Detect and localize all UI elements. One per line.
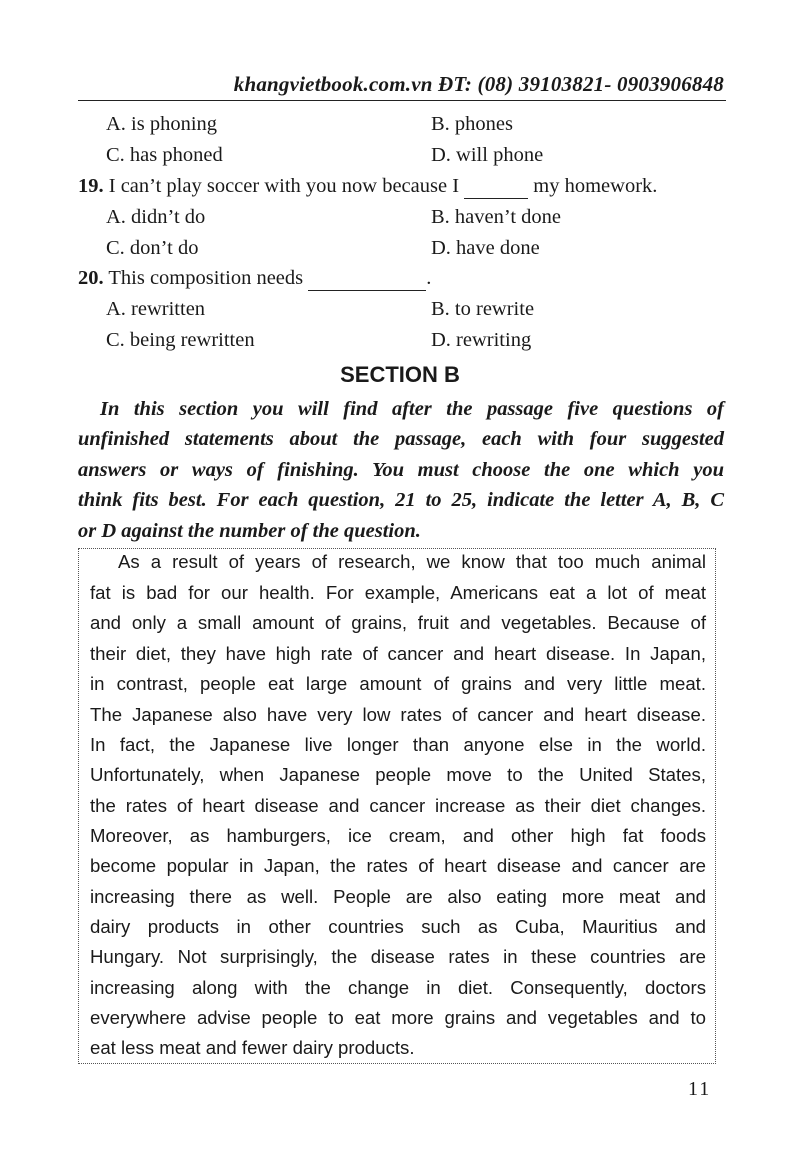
instruction-line: In this section you will find after the passage five questions of bbox=[100, 398, 724, 420]
instruction-line: unfinished statements about the passage, each with four suggested bbox=[78, 428, 724, 450]
passage-line: increasing along with the change in diet. Consequently, doctors bbox=[90, 977, 706, 998]
passage-line: in contrast, people eat large amount of grains and very little meat. bbox=[90, 673, 706, 694]
q20-stem bbox=[78, 267, 431, 291]
passage-line: Moreover, as hamburgers, ice cream, and other high fat foods bbox=[90, 825, 706, 846]
instruction-line: answers or ways of finishing. You must choose the one which you bbox=[78, 459, 724, 481]
q20-option-d: D. rewriting bbox=[431, 329, 532, 351]
header-rule bbox=[78, 100, 726, 101]
q20-option-b: B. to rewrite bbox=[431, 298, 535, 320]
q19-option-a: A. didn’t do bbox=[106, 206, 206, 228]
passage-line: and only a small amount of grains, fruit and vegetables. Because of bbox=[90, 612, 706, 633]
q20-option-c: C. being rewritten bbox=[106, 329, 255, 351]
q18-option-c: C. has phoned bbox=[106, 144, 223, 166]
page-header: khangvietbook.com.vn ĐT: (08) 39103821- 0903906848 bbox=[233, 72, 724, 96]
q19-number: 19. bbox=[78, 175, 104, 197]
passage-line: The Japanese also have very low rates of cancer and heart disease. bbox=[90, 704, 706, 725]
q18-option-b: B. phones bbox=[431, 113, 513, 135]
q20-option-a: A. rewritten bbox=[106, 298, 206, 320]
passage-line: become popular in Japan, the rates of heart disease and cancer are bbox=[90, 855, 706, 876]
q19-blank bbox=[464, 175, 528, 199]
passage-line: Unfortunately, when Japanese people move to the United States, bbox=[90, 764, 706, 785]
q19-stem bbox=[78, 175, 657, 199]
instruction-line: think fits best. For each question, 21 to 25, indicate the letter A, B, C bbox=[78, 489, 724, 511]
passage-line: increasing there as well. People are also eating more meat and bbox=[90, 886, 706, 907]
passage-line: their diet, they have high rate of cancer and heart disease. In Japan, bbox=[90, 643, 706, 664]
q18-option-a: A. is phoning bbox=[106, 113, 218, 135]
q19-option-d: D. have done bbox=[431, 237, 540, 259]
page-number: 11 bbox=[688, 1078, 712, 1100]
passage-line: eat less meat and fewer dairy products. bbox=[90, 1037, 415, 1058]
q20-stem-text: This composition needs bbox=[108, 267, 304, 289]
q19-option-b: B. haven’t done bbox=[431, 206, 561, 228]
passage-line: the rates of heart disease and cancer increase as their diet changes. bbox=[90, 795, 706, 816]
passage-line: Hungary. Not surprisingly, the disease rates in these countries are bbox=[90, 946, 706, 967]
passage-line: everywhere advise people to eat more grains and vegetables and to bbox=[90, 1007, 706, 1028]
passage-line: fat is bad for our health. For example, Americans eat a lot of meat bbox=[90, 582, 706, 603]
q19-stem-text: I can’t play soccer with you now because I bbox=[108, 175, 460, 197]
section-title: SECTION B bbox=[340, 362, 460, 387]
instruction-line: or D against the number of the question. bbox=[78, 520, 421, 542]
q20-number: 20. bbox=[78, 267, 104, 289]
q19-option-c: C. don’t do bbox=[106, 237, 199, 259]
q20-blank bbox=[308, 267, 426, 291]
passage-line: dairy products in other countries such as Cuba, Mauritius and bbox=[90, 916, 706, 937]
passage-line: In fact, the Japanese live longer than anyone else in the world. bbox=[90, 734, 706, 755]
q19-stem-end: my homework. bbox=[533, 175, 658, 197]
q18-option-d: D. will phone bbox=[431, 144, 544, 166]
q20-stem-end: . bbox=[426, 267, 432, 289]
passage-line: As a result of years of research, we know that too much animal bbox=[118, 551, 706, 572]
